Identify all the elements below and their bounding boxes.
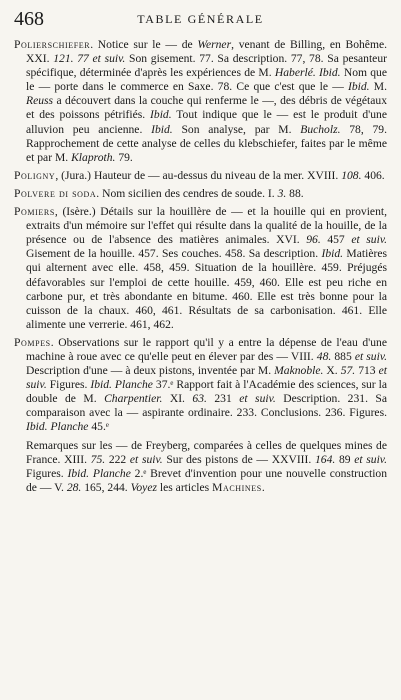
entry-text: XI.: [162, 392, 193, 406]
entry-text: les articles: [157, 480, 213, 494]
index-entry: [14, 169, 387, 183]
entry-text: , (Jura.) Hauteur de — au-dessus du niveau de la mer. XVIII.: [55, 168, 342, 182]
entry-text: a découvert dans la couche qui renferme le —, des débris de végétaux et des poissons pétrifiés.: [26, 94, 387, 122]
entry-reference: Ibid.: [151, 122, 173, 136]
running-title: TABLE GÉNÉRALE: [137, 12, 264, 26]
entry-reference: et suiv.: [354, 452, 387, 466]
entry-text: 89: [335, 452, 355, 466]
entry-reference: 108.: [341, 168, 362, 182]
entry-text: Description. 231. Sa comparaison avec la — aspirante ordinaire. 233. Conclusions. 236. Figures.: [26, 392, 388, 420]
entry-text: Matières qui alternent avec elle. 458, 459. Situation de la houillère. 459. Préjugés défavorables sur l'emploi de cette houille. 459, 460. Elle est peu riche en carbone pur, et très abondante en bitume. 460. Elle est très bonne pour la cuisson de la chaux. 460, 461. Résultats de sa carbonisation. 461. Elle alimente une verrerie. 461, 462.: [26, 247, 387, 331]
entry-text: Remarques sur les — de Freyberg, comparées à celles de quelques mines de France. XIII.: [26, 438, 387, 466]
entry-text: .: [261, 480, 265, 494]
entry-reference: 164.: [314, 452, 336, 466]
entry-text: 222: [105, 452, 130, 466]
entry-headword: Pomiers: [14, 205, 55, 219]
entry-text: Sur des pistons de — XXVIII.: [162, 452, 315, 466]
index-entry: [14, 187, 387, 201]
entry-text: , (Isère.) Détails sur la houillère de — et la houille qui en provient, extraits d'un mémoire sur l'effet qui résulte dans la qualité de la houille, de la présence ou de l'absence des matières animales. XVI.: [26, 205, 387, 247]
entry-headword: Polvere di soda: [14, 186, 97, 200]
entry-reference: 96.: [306, 233, 321, 247]
entry-reference: Reuss: [26, 94, 54, 108]
entry-reference: 121. 77 et suiv.: [53, 52, 126, 66]
entry-reference: et suiv.: [354, 349, 388, 363]
entry-text: 165, 244.: [81, 480, 131, 494]
entry-text: 231: [206, 392, 240, 406]
entry-text: Gisement de la houille. 457. Ses couches. 458. Sa description.: [26, 247, 322, 261]
entry-text: Description d'une — à deux pistons, inventée par M.: [26, 364, 275, 378]
entry-text: 37.ᵉ Rapport fait à l'Académie des sciences, sur la double de M.: [26, 378, 387, 406]
entry-reference: et suiv.: [239, 392, 276, 406]
entry-text: 406.: [361, 168, 385, 182]
entry-reference: Haberlé. Ibid.: [274, 66, 341, 80]
index-entry-continuation: [14, 439, 387, 495]
entry-text: Figures.: [26, 466, 68, 480]
entry-reference: Ibid.: [150, 108, 172, 122]
entry-headword: Polierschiefer: [14, 38, 91, 51]
entry-reference: et suiv.: [129, 452, 163, 466]
entry-headword: Pompes: [14, 335, 51, 349]
entry-reference: Klaproth.: [71, 150, 116, 164]
entry-text: 885: [331, 349, 355, 363]
entry-reference: Ibid.: [321, 247, 344, 261]
index-entry: [14, 205, 387, 332]
index-entry: [14, 38, 387, 165]
entry-text: 713: [355, 364, 379, 378]
entry-text: , venant de Billing, en Bohême. XXI.: [26, 38, 388, 66]
entry-reference: 3.: [277, 186, 287, 200]
entry-text: Nom que le — porte dans le commerce en Saxe. 78. Ce que c'est que le —: [26, 66, 387, 94]
entry-reference: Maknoble.: [274, 364, 324, 378]
entry-text: Machines: [212, 480, 262, 494]
entry-reference: Charpentier.: [104, 392, 163, 406]
entry-text: M.: [369, 80, 387, 94]
page-number: 468: [14, 8, 44, 30]
entry-text: 88.: [286, 186, 304, 200]
entry-text: 45.ᵉ: [88, 420, 109, 434]
entry-reference: Werner: [197, 38, 232, 51]
entry-text: 2.ᵉ Brevet d'invention pour une nouvelle construction de — V.: [26, 466, 388, 494]
entry-reference: Bucholz.: [300, 122, 341, 136]
entry-reference: 75.: [90, 452, 106, 466]
entry-text: 457: [320, 233, 352, 247]
entry-text: Figures.: [46, 378, 91, 392]
entry-text: 79.: [115, 150, 133, 164]
entry-reference: et suiv.: [26, 364, 387, 392]
entry-reference: Ibid. Planche: [26, 420, 89, 434]
entry-reference: 57.: [340, 364, 356, 378]
entry-text: . Notice sur le — de: [90, 38, 198, 51]
entry-text: Son gisement. 77. Sa description. 77, 78. Sa pesanteur spécifique, déterminée d'après les expériences de M.: [26, 52, 387, 80]
entry-reference: Voyez: [130, 480, 157, 494]
entry-reference: 28.: [66, 480, 82, 494]
entry-reference: Ibid.: [348, 80, 370, 94]
page-header: [14, 8, 387, 32]
entry-text: . Nom sicilien des cendres de soude. I.: [96, 186, 278, 200]
entry-text: X.: [323, 364, 341, 378]
index-entry: [14, 336, 387, 435]
entry-reference: 63.: [192, 392, 207, 406]
entry-reference: et suiv.: [351, 233, 388, 247]
entry-reference: Ibid. Planche: [90, 378, 153, 392]
entry-text: Tout indique que le — est le produit d'une alluvion peu ancienne.: [26, 108, 387, 136]
entry-reference: 48.: [316, 349, 332, 363]
entry-headword: Poligny: [14, 168, 56, 182]
index-entries: [14, 38, 387, 495]
entry-reference: Ibid. Planche: [67, 466, 131, 480]
entry-text: Son analyse, par M.: [172, 122, 301, 136]
entry-text: 78, 79. Rapprochement de cette analyse de celles du klebschiefer, faites par le même et par M.: [26, 122, 387, 164]
entry-text: . Observations sur le rapport qu'il y a entre la dépense de l'eau d'une machine à roue avec ce qu'elle peut en élever par des — VIII.: [26, 335, 387, 363]
